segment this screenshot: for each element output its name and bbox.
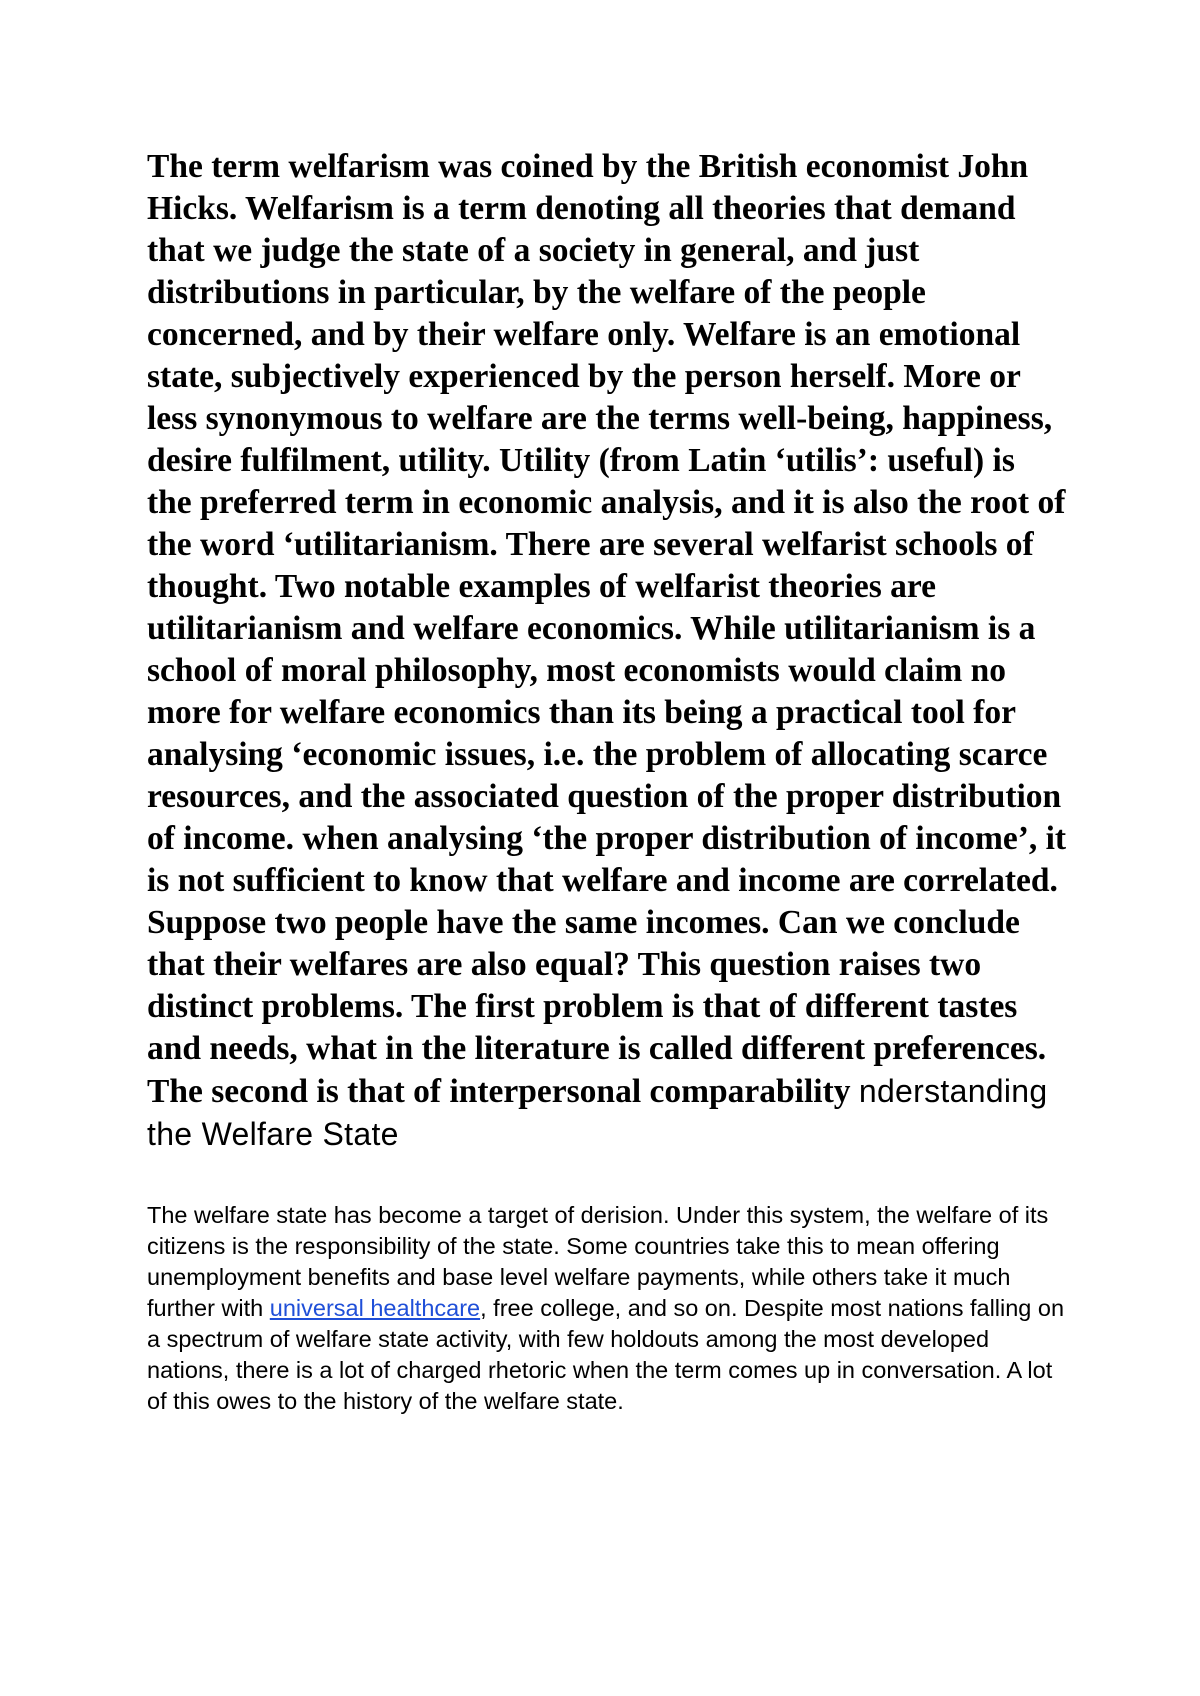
- document-page: [147, 146, 1067, 1417]
- universal-healthcare-link[interactable]: universal healthcare: [269, 1295, 481, 1321]
- welfare-state-heading: nderstanding the Welfare State: [147, 1073, 1048, 1152]
- welfare-state-paragraph: [147, 1200, 1067, 1417]
- welfarism-paragraph: [147, 146, 1067, 1156]
- welfare-state-paragraph-text-end: , free college, and so on. Despite most nations falling on a spectrum of welfare state activity, with few holdouts among the most developed nations, there is a lot of charged rhetoric when the term comes up in conversation. A lot of this owes to the history of the welfare state.: [147, 1295, 1065, 1414]
- welfarism-paragraph-text: The term welfarism was coined by the British economist John Hicks. Welfarism is a term denoting all theories that demand that we judge the state of a society in general, and just distributions in particular, by the welfare of the people concerned, and by their welfare only. Welfare is an emotional state, subjectively experienced by the person herself. More or less synonymous to welfare are the terms well-being, happiness, desire fulfilment, utility. Utility (from Latin ‘utilis’: useful) is the preferred term in economic analysis, and it is also the root of the word ‘utilitarianism. There are several welfarist schools of thought. Two notable examples of welfarist theories are utilitarianism and welfare economics. While utilitarianism is a school of moral philosophy, most economists would claim no more for welfare economics than its being a practical tool for analysing ‘economic issues, i.e. the problem of allocating scarce resources, and the associated question of the proper distribution of income. when analysing ‘the proper distribution of income’, it is not sufficient to know that welfare and income are correlated. Suppose two people have the same incomes. Can we conclude that their welfares are also equal? This question raises two distinct problems. The first problem is that of different tastes and needs, what in the literature is called different preferences. The second is that of interpersonal comparability: [147, 148, 1067, 1110]
- welfare-state-paragraph-text-start: The welfare state has become a target of derision. Under this system, the welfare of its citizens is the responsibility of the state. Some countries take this to mean offering unemployment benefits and base level welfare payments, while others take it much further with: [147, 1202, 1049, 1321]
